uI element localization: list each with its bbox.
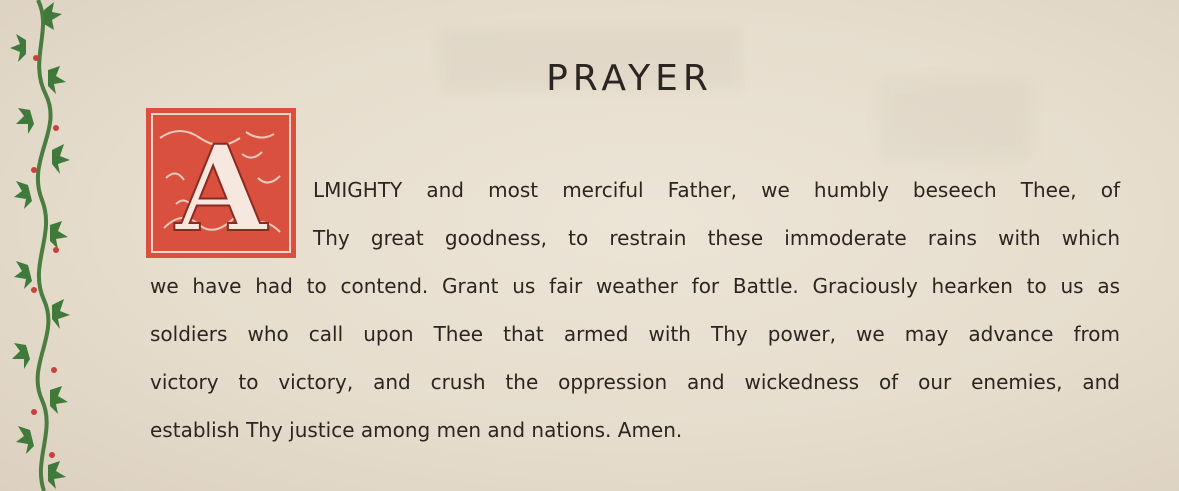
prayer-text-first-lines xyxy=(313,178,1120,274)
prayer-text-rest xyxy=(150,274,1120,466)
prayer-line-3: we have had to contend. Grant us fair weather for Battle. Graciously hearken to us as xyxy=(150,274,1120,298)
prayer-line-1: LMIGHTY and most merciful Father, we humbly beseech Thee, of xyxy=(313,178,1120,202)
prayer-line-2: Thy great goodness, to restrain these immoderate rains with which xyxy=(313,226,1120,250)
prayer-title: PRAYER xyxy=(546,58,713,99)
illuminated-dropcap xyxy=(146,108,296,258)
prayer-line-6: establish Thy justice among men and nations. Amen. xyxy=(150,418,683,442)
prayer-line-5: victory to victory, and crush the oppression and wickedness of our enemies, and xyxy=(150,370,1120,394)
prayer-line-4: soldiers who call upon Thee that armed with Thy power, we may advance from xyxy=(150,322,1120,346)
dropcap-letter: A xyxy=(175,119,267,258)
